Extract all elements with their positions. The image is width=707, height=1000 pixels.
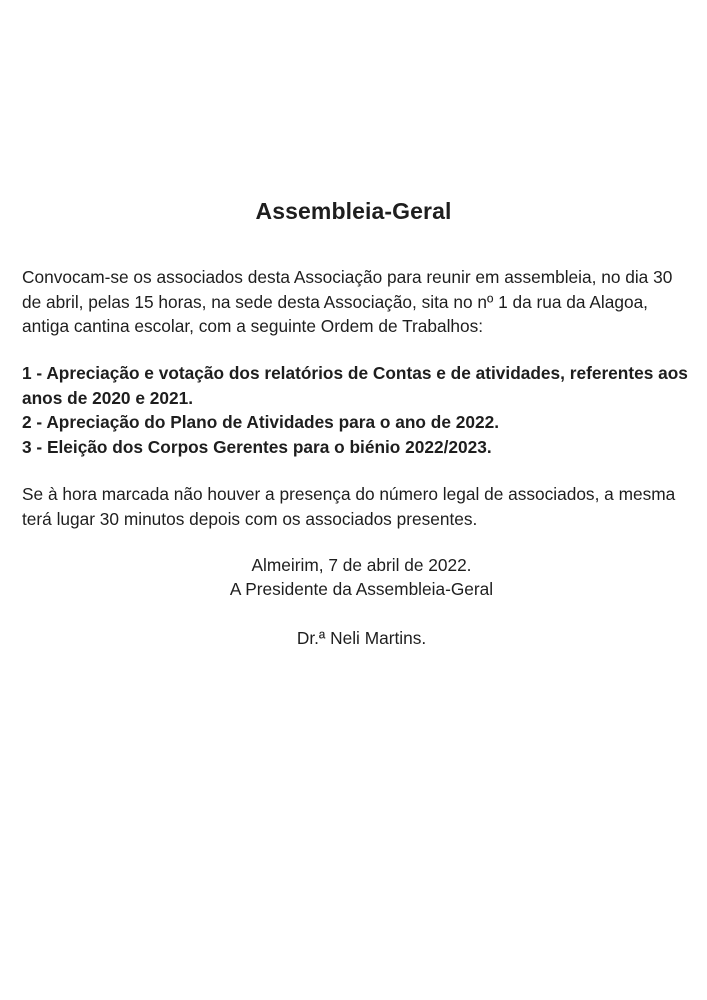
agenda-item-2: 2 - Apreciação do Plano de Atividades para o ano de 2022. <box>22 412 499 432</box>
quorum-note: Se à hora marcada não houver a presença do número legal de associados, a mesma terá lugar 30 minutos depois com os associados presentes. <box>22 484 676 529</box>
agenda-list <box>22 361 692 459</box>
place-date: Almeirim, 7 de abril de 2022. <box>251 555 472 575</box>
agenda-item-1: 1 - Apreciação e votação dos relatórios de Contas e de atividades, referentes aos anos de 2020 e 2021. <box>22 363 688 408</box>
signatory-name: Dr.ª Neli Martins. <box>296 628 427 648</box>
signatory-role: A Presidente da Assembleia-Geral <box>229 579 494 599</box>
agenda-item-3: 3 - Eleição dos Corpos Gerentes para o biénio 2022/2023. <box>22 436 492 457</box>
convocation-paragraph: Convocam-se os associados desta Associação para reunir em assembleia, no dia 30 de abril, pelas 15 horas, na sede desta Associação, sita no nº 1 da rua da Alagoa, antiga cantina escolar, com a seguinte Ordem de Trabalhos: <box>22 267 673 336</box>
document-title: Assembleia-Geral <box>255 198 452 224</box>
